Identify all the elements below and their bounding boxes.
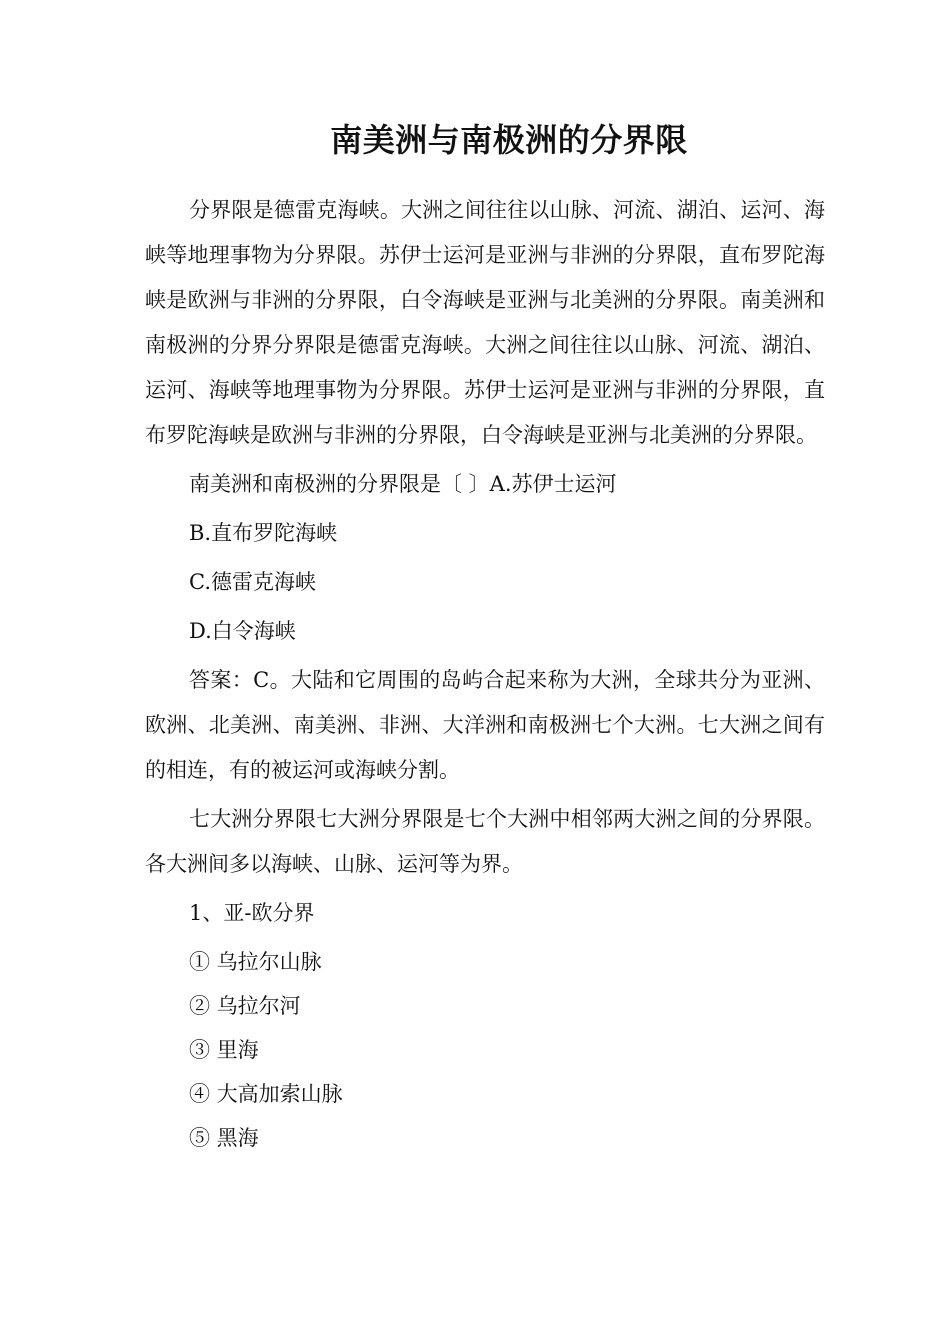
- boundaries-paragraph: 七大洲分界限七大洲分界限是七个大洲中相邻两大洲之间的分界限。各大洲间多以海峡、山脉、运河等为界。: [145, 807, 825, 876]
- answer-paragraph: 答案：C。大陆和它周围的岛屿合起来称为大洲，全球共分为亚洲、欧洲、北美洲、南美洲、非洲、大洋洲和南极洲七个大洲。七大洲之间有的相连，有的被运河或海峡分割。: [145, 668, 825, 782]
- list-item: ① 乌拉尔山脉: [189, 950, 322, 974]
- document-page: [145, 118, 825, 1160]
- list-item: ③ 里海: [189, 1038, 259, 1062]
- question-line: 南美洲和南极洲的分界限是〔 〕A.苏伊士运河: [189, 472, 617, 496]
- document-title: 南美洲与南极洲的分界限: [330, 121, 688, 159]
- option-b: B.直布罗陀海峡: [189, 521, 338, 545]
- list-item: ② 乌拉尔河: [189, 994, 301, 1018]
- section-heading: 1、亚-欧分界: [189, 901, 315, 925]
- list-item: ⑤ 黑海: [189, 1126, 259, 1150]
- option-c: C.德雷克海峡: [189, 570, 316, 594]
- intro-paragraph: 分界限是德雷克海峡。大洲之间往往以山脉、河流、湖泊、运河、海峡等地理事物为分界限。苏伊士运河是亚洲与非洲的分界限，直布罗陀海峡是欧洲与非洲的分界限，白令海峡是亚洲与北美洲的分界限。南美洲和南极洲的分界分界限是德雷克海峡。大洲之间往往以山脉、河流、湖泊、运河、海峡等地理事物为分界限。苏伊士运河是亚洲与非洲的分界限，直布罗陀海峡是欧洲与非洲的分界限，白令海峡是亚洲与北美洲的分界限。: [145, 198, 825, 447]
- option-d: D.白令海峡: [189, 619, 296, 643]
- list-item: ④ 大高加索山脉: [189, 1082, 343, 1106]
